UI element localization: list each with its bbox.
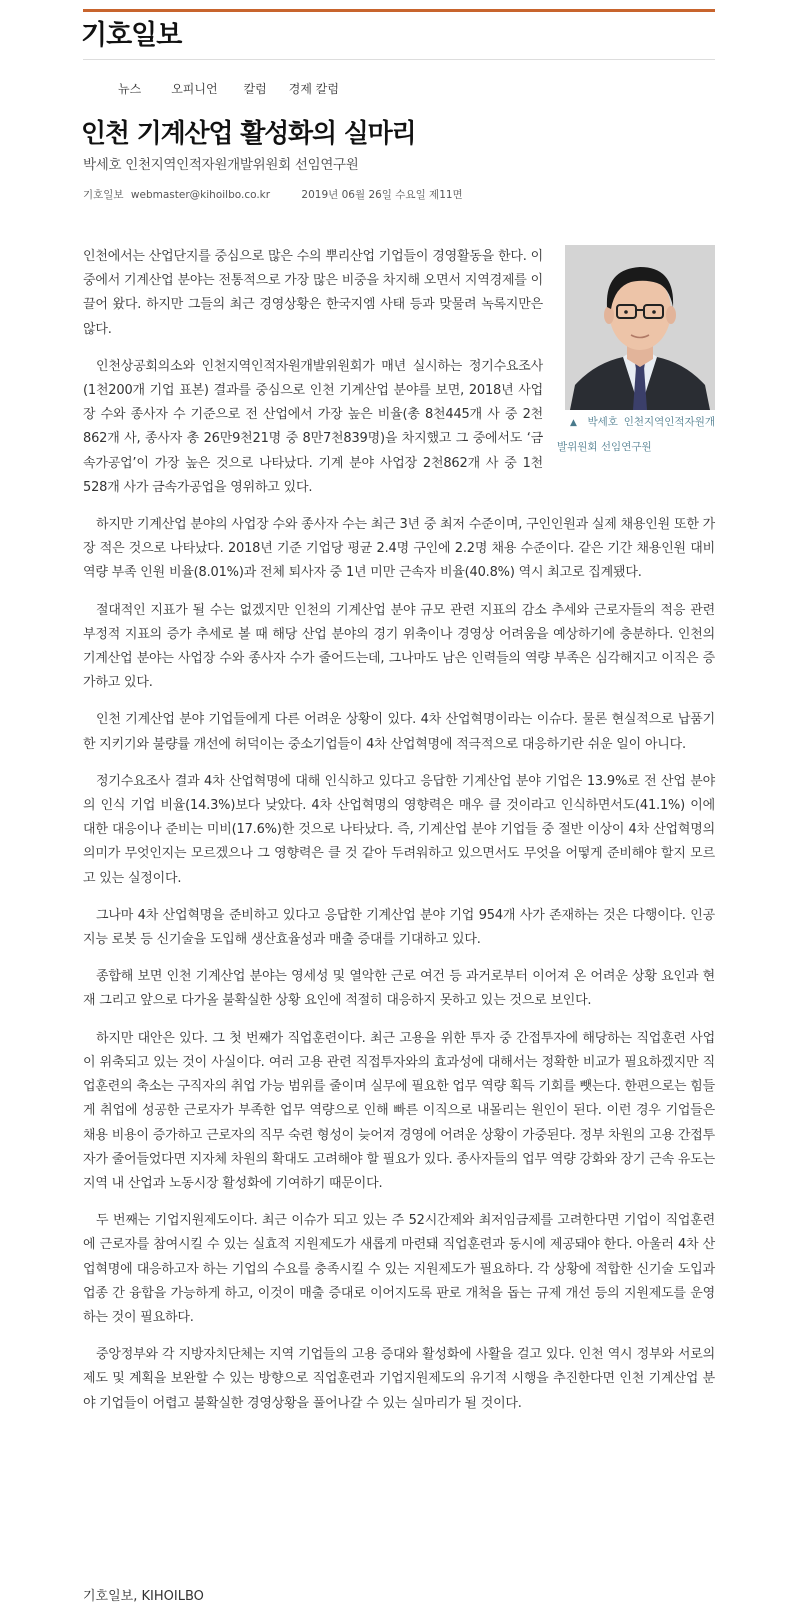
article-body (83, 245, 715, 1429)
nav-item-economy-column[interactable]: 경제 칼럼 (288, 82, 339, 96)
article-meta (83, 188, 463, 202)
article-headline: 인천 기계산업 활성화의 실마리 (81, 119, 416, 149)
top-accent-rule (83, 9, 715, 12)
photo-caption (557, 410, 715, 459)
nav-item-news[interactable]: 뉴스 (118, 82, 142, 96)
author-photo (565, 245, 715, 410)
author-photo-box (557, 245, 715, 472)
article-paragraph-10: 두 번째는 기업지원제도이다. 최근 이슈가 되고 있는 주 52시간제와 최저임금제를 고려한다면 기업이 직업훈련에 근로자를 참여시킬 수 있는 실효적 지원제도가 새롭게 마련돼 직업훈련과 동시에 제공돼야 한다. 아울러 4차 산업혁명에 대응하고자 하는 기업의 수요를 충족시킬 수 있는 지원제도가 필요하다. 각 상황에 적합한 신기술 도입과 업종 간 융합을 가능하게 하고, 이것이 매출 증대로 이어지도록 판로 개척을 돕는 규제 개선 등의 지원제도를 운영하는 것이 필요하다. (83, 1213, 715, 1325)
meta-source: 기호일보 (83, 189, 124, 201)
author-portrait-image (565, 245, 715, 410)
article-paragraph-4: 절대적인 지표가 될 수는 없겠지만 인천의 기계산업 분야 규모 관련 지표의 감소 추세와 근로자들의 적응 관련 부정적 지표의 증가 추세로 볼 때 해당 산업 분야의 경기 위축이나 경영상 어려움을 예상하기에 충분하다. 인천의 기계산업 분야는 사업장 수와 종사자 수가 줄어드는데, 그나마도 남은 인력들의 역량 부족은 심각해지고 이직은 증가하고 있다. (83, 602, 715, 691)
article-paragraph-11: 중앙정부와 각 지방자치단체는 지역 기업들의 고용 증대와 활성화에 사활을 걸고 있다. 인천 역시 정부와 서로의 제도 및 계획을 보완할 수 있는 방향으로 직업훈련과 기업지원제도의 유기적 시행을 추진한다면 인천 기계산업 분야 기업들이 어렵고 불확실한 경영상황을 풀어나갈 수 있는 실마리가 될 것이다. (83, 1347, 715, 1411)
article-paragraph-2: 인천상공회의소와 인천지역인적자원개발위원회가 매년 실시하는 정기수요조사(1천200개 기업 표본) 결과를 중심으로 인천 기계산업 분야를 보면, 2018년 사업장 수와 종사자 수 기준으로 전 산업에서 가장 높은 비율(총 8천445개 사 중 2천862개 사, 종사자 총 26만9천21명 중 8만7천839명)을 차지했고 그 중에서도 ‘금속가공업’이 가장 높은 것으로 나타났다. 기계 분야 사업장 2천862개 사 중 1천528개 사가 금속가공업을 영위하고 있다. (83, 358, 543, 495)
article-paragraph-1: 인천에서는 산업단지를 중심으로 많은 수의 뿌리산업 기업들이 경영활동을 한다. 이 중에서 기계산업 분야는 전통적으로 가장 많은 비중을 차지해 오면서 지역경제를 이끌어 왔다. 하지만 그들의 최근 경영상황은 한국지엠 사태 등과 맞물려 녹록지만은 않다. (83, 249, 543, 337)
article-paragraph-5: 인천 기계산업 분야 기업들에게 다른 어려운 상황이 있다. 4차 산업혁명이라는 이슈다. 물론 현실적으로 납품기한 지키기와 불량률 개선에 허덕이는 중소기업들이 4차 산업혁명에 적극적으로 대응하기란 쉬운 일이 아니다. (83, 712, 715, 752)
site-logo[interactable]: 기호일보 (81, 20, 182, 51)
article-paragraph-6: 정기수요조사 결과 4차 산업혁명에 대해 인식하고 있다고 응답한 기계산업 분야 기업은 13.9%로 전 산업 분야의 인식 기업 비율(14.3%)보다 낮았다. 4차 산업혁명의 영향력은 매우 클 것이라고 인식하면서도(41.1%) 이에 대한 대응이나 준비는 미비(17.6%)한 것으로 나타났다. 즉, 기계산업 분야 기업들 중 절반 이상이 4차 산업혁명의 의미가 무엇인지는 모르겠으나 그 영향력은 클 것 같아 두려워하고 있으면서도 무엇을 어떻게 준비해야 할지 모르고 있는 실정이다. (83, 773, 715, 886)
caption-triangle-icon: ▲ (570, 418, 580, 428)
article-paragraph-9: 하지만 대안은 있다. 그 첫 번째가 직업훈련이다. 최근 고용을 위한 투자 중 간접투자에 해당하는 직업훈련 사업이 위축되고 있는 것이 사실이다. 여러 고용 관련 직접투자와의 효과성에 대해서는 정확한 비교가 필요하겠지만 직업훈련의 축소는 구직자의 취업 가능 범위를 줄이며 실무에 필요한 업무 역량 획득 기회를 뺏는다. 한편으로는 힘들게 취업에 성공한 근로자가 부족한 업무 역량으로 인해 빠른 이직으로 내몰리는 원인이 된다. 이런 경우 기업들은 채용 비용이 증가하고 근로자의 직무 숙련 형성이 늦어져 경영에 어려운 상황이 가중된다. 정부 차원의 고용 간접투자가 줄어들었다면 지자체 차원의 확대도 고려해야 할 필요가 있다. 종사자들의 업무 역량 강화와 장기 근속 유도는 지역 내 산업과 노동시장 활성화에 기여하기 때문이다. (83, 1030, 715, 1191)
header-divider (83, 59, 715, 60)
footer-copyright: 기호일보, KIHOILBO (83, 1589, 204, 1604)
meta-email-link[interactable]: webmaster@kihoilbo.co.kr (130, 189, 271, 201)
article-paragraph-3: 하지만 기계산업 분야의 사업장 수와 종사자 수는 최근 3년 중 최저 수준이며, 구인인원과 실제 채용인원 또한 가장 적은 것으로 나타났다. 2018년 기준 기업당 평균 2.4명 구인에 2.2명 채용 수준이다. 같은 기간 채용인원 대비 역량 부족 인원 비율(8.01%)과 전체 퇴사자 중 1년 미만 근속자 비율(40.8%) 역시 최고로 집계됐다. (83, 517, 715, 581)
article-byline: 박세호 인천지역인적자원개발위원회 선임연구원 (83, 157, 359, 173)
article-paragraph-8: 종합해 보면 인천 기계산업 분야는 영세성 및 열악한 근로 여건 등 과거로부터 이어져 온 어려운 상황 요인과 현재 그리고 앞으로 다가올 불확실한 상황 요인에 적절히 대응하지 못하고 있는 것으로 보인다. (83, 969, 715, 1009)
meta-date: 2019년 06월 26일 수요일 제11면 (301, 189, 463, 201)
main-nav (118, 80, 339, 98)
nav-item-column[interactable]: 칼럼 (243, 82, 267, 96)
article-paragraph-7: 그나마 4차 산업혁명을 준비하고 있다고 응답한 기계산업 분야 기업 954개 사가 존재하는 것은 다행이다. 인공지능 로봇 등 신기술을 도입해 생산효율성과 매출 증대를 기대하고 있다. (83, 907, 715, 948)
photo-caption-text: 박세호 인천지역인적자원개발위원회 선임연구원 (557, 416, 715, 453)
nav-item-opinion[interactable]: 오피니언 (171, 82, 218, 96)
